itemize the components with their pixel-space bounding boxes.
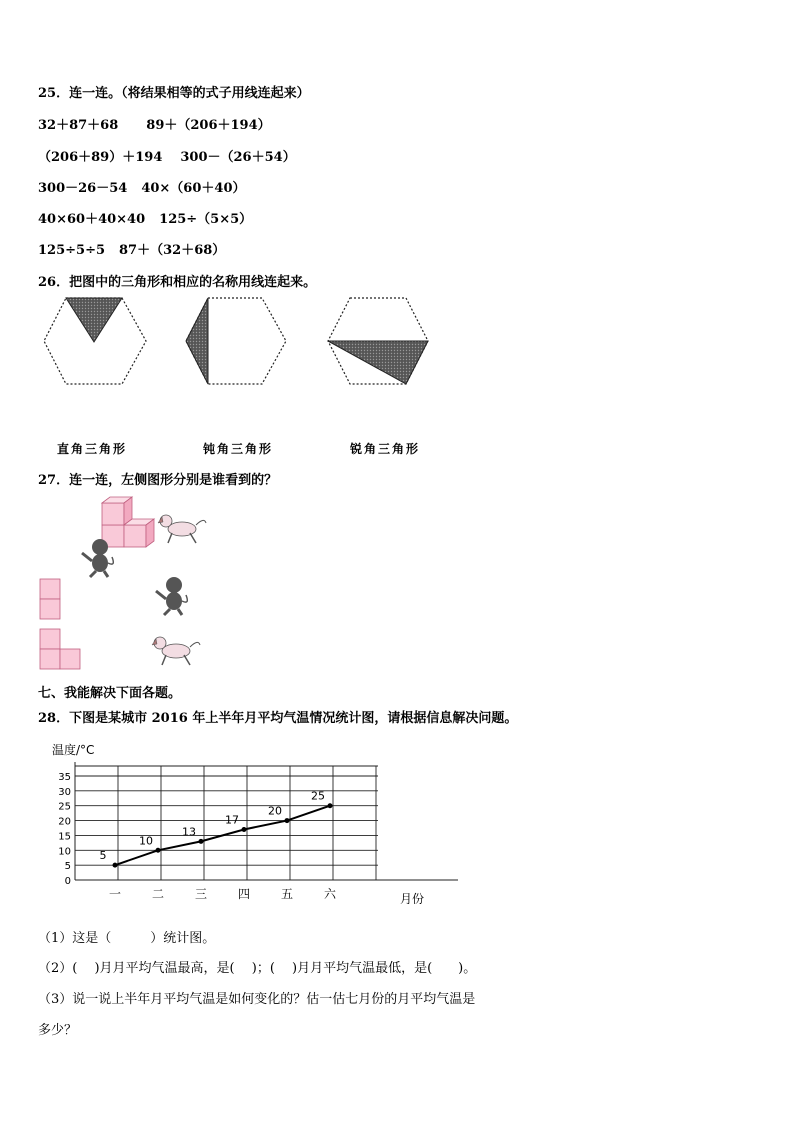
cube-stack-figure xyxy=(102,497,154,547)
data-point xyxy=(285,818,290,823)
hexagon-acute[interactable] xyxy=(44,298,146,384)
q28-sub2: （2）( )月月平均气温最高，是( )；( )月月平均气温最低，是( )。 xyxy=(38,961,477,976)
hexagon-figures xyxy=(30,292,450,392)
hexagon-right[interactable] xyxy=(328,298,428,384)
q25-title: 25．连一连。（将结果相等的式子用线连起来） xyxy=(38,86,310,101)
temperature-line-chart xyxy=(40,736,480,911)
q25-row-5-right: 87＋（32＋68） xyxy=(119,243,226,258)
y-tick-label: 35 xyxy=(58,772,71,783)
y-tick-label: 30 xyxy=(58,786,71,798)
view-figure-2[interactable] xyxy=(40,629,80,669)
q25-row-4-left: 40×60＋40×40 xyxy=(38,212,146,227)
q25-row-1-left: 32＋87＋68 xyxy=(38,118,119,133)
x-tick-label: 六 xyxy=(323,887,337,901)
chart-xlabel: 月份 xyxy=(400,892,425,906)
x-tick-label: 三 xyxy=(194,887,208,901)
q28-sub3-cont: 多少？ xyxy=(38,1023,78,1038)
q28-sub3: （3）说一说上半年月平均气温是如何变化的？估一估七月份的月平均气温是 xyxy=(38,992,476,1007)
y-tick-label: 25 xyxy=(58,801,71,813)
q25-row-3 xyxy=(38,177,246,196)
view-figure-1[interactable] xyxy=(40,579,60,619)
y-tick-label: 10 xyxy=(58,846,71,858)
dog-icon xyxy=(158,515,206,543)
data-point xyxy=(113,863,118,868)
q27-figures xyxy=(30,495,220,675)
data-label: 13 xyxy=(182,825,196,839)
q25-row-4 xyxy=(38,208,252,227)
q26-title: 26．把图中的三角形和相应的名称用线连起来。 xyxy=(38,275,317,290)
x-tick-label: 一 xyxy=(108,887,122,901)
q25-row-2-left: （206＋89）＋194 xyxy=(38,150,163,165)
q25-row-5 xyxy=(38,239,225,258)
y-tick-label: 5 xyxy=(64,861,71,873)
data-point xyxy=(328,803,333,808)
q25-row-1-right: 89＋（206＋194） xyxy=(146,118,271,133)
data-label: 17 xyxy=(225,813,239,827)
y-tick-label: 0 xyxy=(64,876,71,887)
q25-row-3-left: 300－26－54 xyxy=(38,181,128,196)
q25-row-2-right: 300－（26＋54） xyxy=(180,150,296,165)
q25-row-1 xyxy=(38,114,271,133)
label-obtuse-triangle[interactable]: 钝角三角形 xyxy=(203,442,274,456)
q25-row-2 xyxy=(38,146,296,165)
y-tick-label: 15 xyxy=(58,831,71,843)
q25-row-4-right: 125÷（5×5） xyxy=(159,212,253,227)
data-label: 20 xyxy=(268,804,282,818)
data-point xyxy=(199,839,204,844)
q25-row-5-left: 125÷5÷5 xyxy=(38,243,106,258)
y-tick-label: 20 xyxy=(58,816,71,828)
label-acute-triangle[interactable]: 锐角三角形 xyxy=(350,442,421,456)
x-tick-label: 四 xyxy=(237,887,251,901)
q27-title: 27．连一连，左侧图形分别是谁看到的？ xyxy=(38,473,278,488)
x-tick-label: 二 xyxy=(151,887,165,901)
hexagon-obtuse[interactable] xyxy=(186,298,286,384)
data-point xyxy=(156,848,161,853)
monkey-icon[interactable] xyxy=(156,577,187,615)
data-label: 25 xyxy=(311,789,325,803)
x-tick-label: 五 xyxy=(280,887,294,901)
section7-title: 七、我能解决下面各题。 xyxy=(38,686,182,701)
q28-sub1: （1）这是（ ）统计图。 xyxy=(38,931,216,946)
data-label: 10 xyxy=(139,834,153,848)
q25-row-3-right: 40×（60＋40） xyxy=(141,181,246,196)
q28-title: 28．下图是某城市 2016 年上半年月平均气温情况统计图，请根据信息解决问题。 xyxy=(38,711,518,726)
dog-icon[interactable] xyxy=(152,637,200,665)
chart-ylabel: 温度/°C xyxy=(52,743,95,757)
label-right-triangle[interactable]: 直角三角形 xyxy=(57,442,128,456)
data-point xyxy=(242,827,247,832)
data-label: 5 xyxy=(99,849,107,863)
